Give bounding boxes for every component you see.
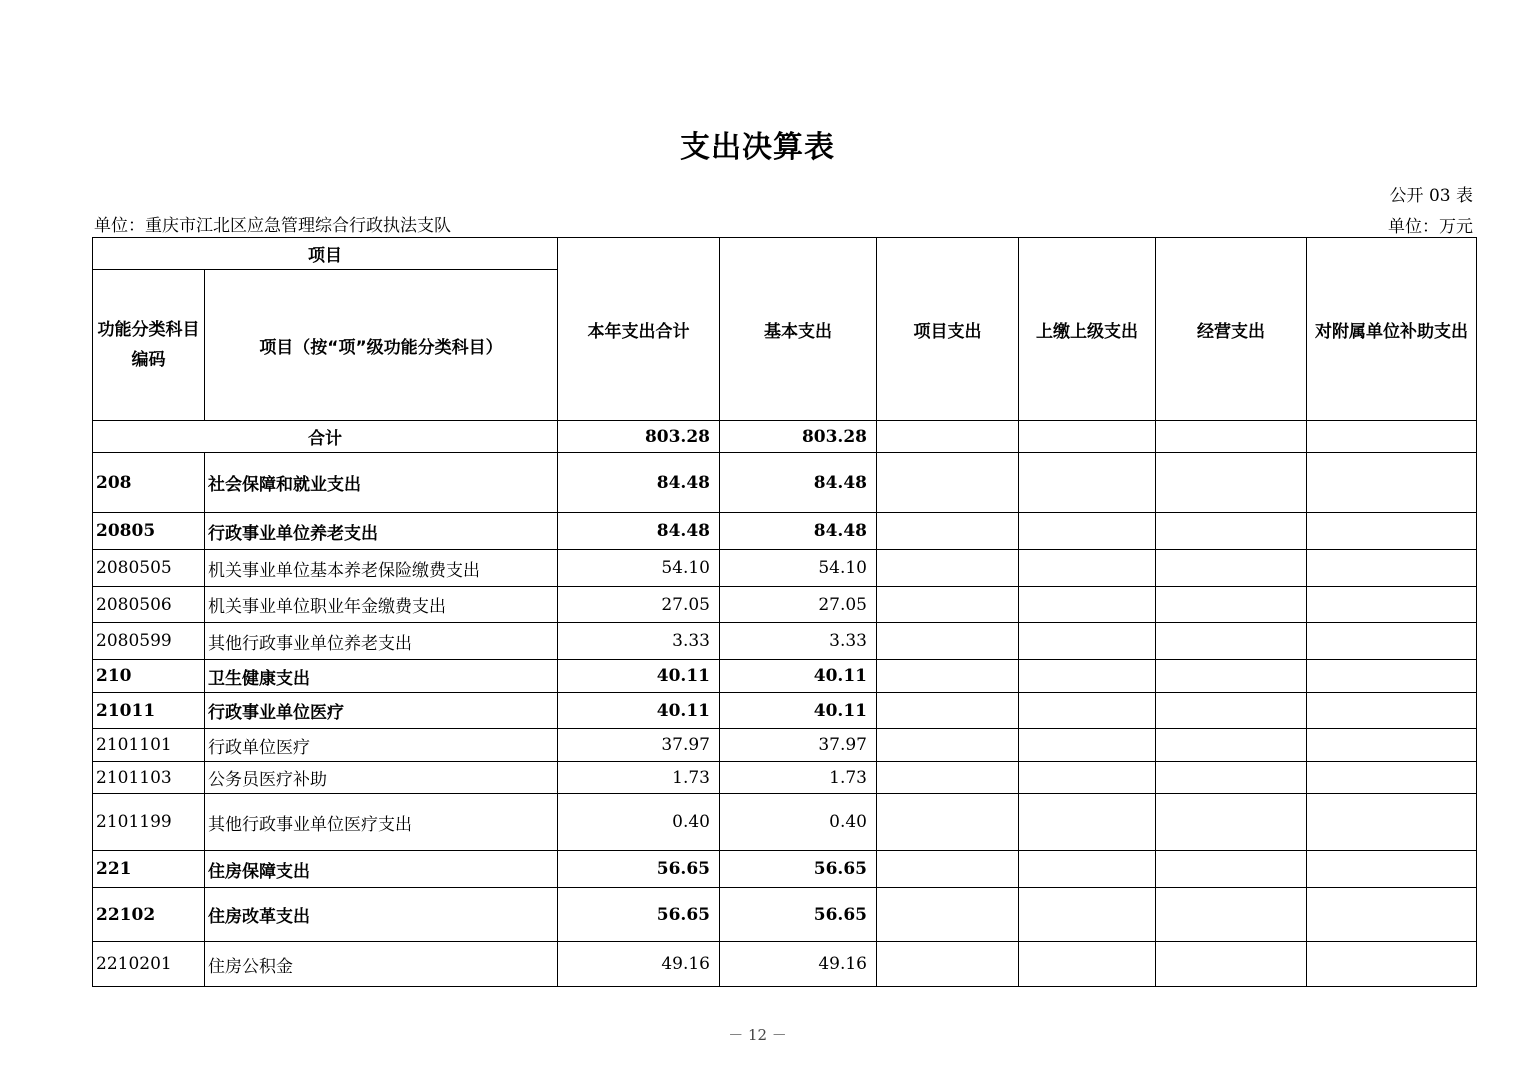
table-row: [93, 660, 1477, 693]
row-total: 54.10: [558, 550, 720, 587]
table-row: [93, 729, 1477, 762]
row-total: 1.73: [558, 762, 720, 794]
header-function-code: 功能分类科目编码: [93, 270, 205, 421]
table-row: [93, 693, 1477, 729]
row-basic: 49.16: [720, 942, 877, 987]
row-basic: 40.11: [720, 660, 877, 693]
table-row: [93, 550, 1477, 587]
table-row: [93, 851, 1477, 888]
table-row: [93, 942, 1477, 987]
row-basic: 56.65: [720, 888, 877, 942]
row-code: 208: [93, 453, 205, 513]
expenditure-table: [92, 237, 1477, 987]
row-name: 住房保障支出: [205, 851, 558, 888]
row-name: 机关事业单位职业年金缴费支出: [205, 587, 558, 623]
total-row: [93, 421, 1477, 453]
row-code: 221: [93, 851, 205, 888]
currency-unit: 单位：万元: [1388, 217, 1473, 237]
row-total: 56.65: [558, 888, 720, 942]
row-code: 2080505: [93, 550, 205, 587]
total-basic: 803.28: [720, 421, 877, 453]
row-name: 行政事业单位养老支出: [205, 513, 558, 550]
table-row: [93, 587, 1477, 623]
row-basic: 1.73: [720, 762, 877, 794]
total-label: 合计: [93, 421, 558, 453]
row-name: 行政事业单位医疗: [205, 693, 558, 729]
row-name: 行政单位医疗: [205, 729, 558, 762]
table-row: [93, 762, 1477, 794]
row-name: 公务员医疗补助: [205, 762, 558, 794]
row-code: 2210201: [93, 942, 205, 987]
row-basic: 3.33: [720, 623, 877, 660]
table-row: [93, 888, 1477, 942]
row-name: 住房公积金: [205, 942, 558, 987]
table-row: [93, 513, 1477, 550]
table-row: [93, 623, 1477, 660]
header-subsidiary-subsidy: 对附属单位补助支出: [1307, 238, 1477, 421]
row-total: 27.05: [558, 587, 720, 623]
row-code: 2101101: [93, 729, 205, 762]
row-basic: 27.05: [720, 587, 877, 623]
row-basic: 40.11: [720, 693, 877, 729]
row-basic: 84.48: [720, 453, 877, 513]
organization-unit: 单位：重庆市江北区应急管理综合行政执法支队: [94, 216, 451, 236]
total-sum: 803.28: [558, 421, 720, 453]
header-basic-expenditure: 基本支出: [720, 238, 877, 421]
row-basic: 54.10: [720, 550, 877, 587]
page-title: 支出决算表: [680, 130, 835, 165]
row-code: 2101199: [93, 794, 205, 851]
row-name: 社会保障和就业支出: [205, 453, 558, 513]
row-name: 其他行政事业单位医疗支出: [205, 794, 558, 851]
row-name: 卫生健康支出: [205, 660, 558, 693]
row-name: 机关事业单位基本养老保险缴费支出: [205, 550, 558, 587]
header-project: 项目: [93, 238, 558, 270]
row-code: 20805: [93, 513, 205, 550]
row-total: 0.40: [558, 794, 720, 851]
row-code: 2101103: [93, 762, 205, 794]
row-code: 21011: [93, 693, 205, 729]
header-upper-level-expenditure: 上缴上级支出: [1019, 238, 1156, 421]
row-code: 2080599: [93, 623, 205, 660]
row-name: 住房改革支出: [205, 888, 558, 942]
row-total: 40.11: [558, 660, 720, 693]
row-total: 84.48: [558, 453, 720, 513]
header-total-expenditure: 本年支出合计: [558, 238, 720, 421]
row-code: 22102: [93, 888, 205, 942]
row-total: 84.48: [558, 513, 720, 550]
row-total: 3.33: [558, 623, 720, 660]
header-project-expenditure: 项目支出: [877, 238, 1019, 421]
row-total: 40.11: [558, 693, 720, 729]
row-total: 49.16: [558, 942, 720, 987]
table-row: [93, 794, 1477, 851]
row-basic: 56.65: [720, 851, 877, 888]
row-basic: 84.48: [720, 513, 877, 550]
page-number: － 12 －: [728, 1026, 787, 1044]
header-item-name: 项目（按“项”级功能分类科目）: [205, 270, 558, 421]
row-code: 210: [93, 660, 205, 693]
row-basic: 0.40: [720, 794, 877, 851]
header-operating-expenditure: 经营支出: [1156, 238, 1307, 421]
row-name: 其他行政事业单位养老支出: [205, 623, 558, 660]
row-total: 37.97: [558, 729, 720, 762]
row-basic: 37.97: [720, 729, 877, 762]
row-total: 56.65: [558, 851, 720, 888]
row-code: 2080506: [93, 587, 205, 623]
form-number: 公开 03 表: [1389, 186, 1473, 206]
table-row: [93, 453, 1477, 513]
